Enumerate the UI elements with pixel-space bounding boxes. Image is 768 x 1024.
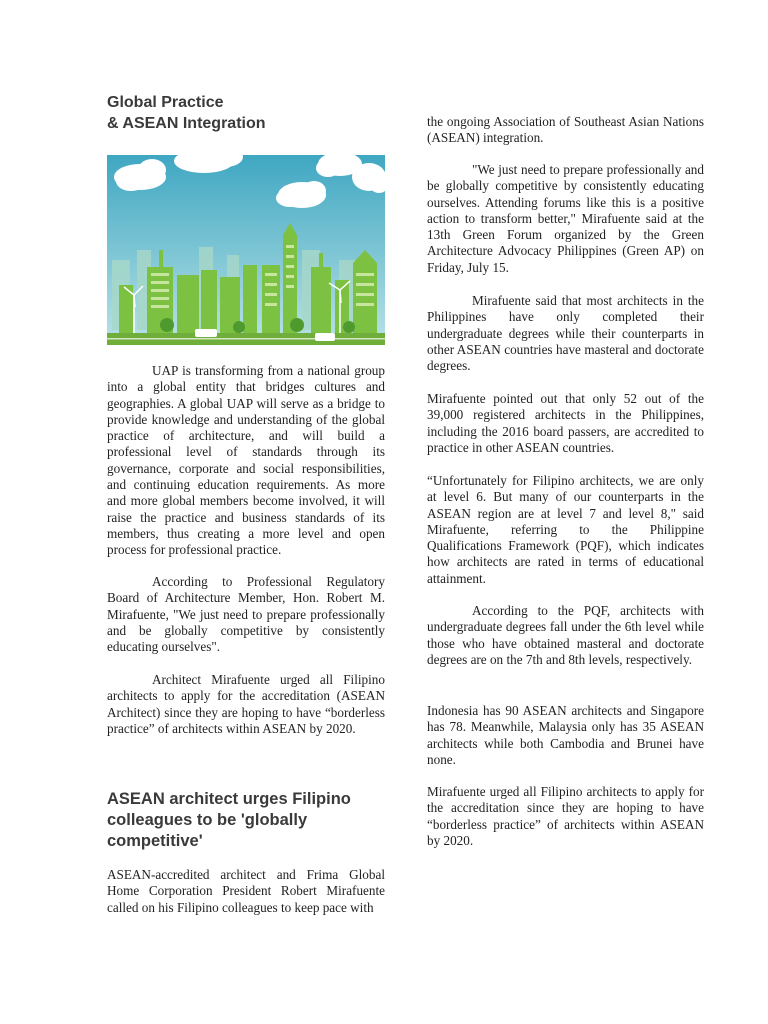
paragraph-accredited-count: Mirafuente pointed out that only 52 out of the 39,000 registered architects in the Philippines, including the 2016 board passers, are accredited to practice in other ASEAN countries. [427,391,704,455]
paragraph-asean-accreditation: Architect Mirafuente urged all Filipino architects to apply for the accreditation (ASEAN Architect) since they are hoping to have “borderless practice” of architects within ASEAN by 2020. [107,672,385,736]
paragraph-uap-global: UAP is transforming from a national group into a global entity that bridges cultures and geographies. A global UAP will serve as a bridge to provide knowledge and understanding of the global practice of architecture, and will build a professional level of standards through its governance, corporate and social responsibilities, and continuing education requirements. As more and more global members become involved, it will raise the practice and business standards of its members, thus creating a more level and open process for professional practice. [107,363,385,558]
green-city-illustration [107,155,385,345]
paragraph-regulatory-board: According to Professional Regulatory Board of Architecture Member, Hon. Robert M. Mirafuente, "We just need to prepare professionally and be globally competitive by consistently educating ourselves". [107,574,385,655]
article-heading-asean-architect: ASEAN architect urges Filipino colleagues to be 'globally competitive' [107,790,351,850]
paragraph-borderless-practice: Mirafuente urged all Filipino architects to apply for the accreditation since they are hoping to have “borderless practice” of architects within ASEAN by 2020. [427,784,704,848]
heading-line-1: Global Practice [107,94,224,111]
section-heading-global-practice [107,92,385,134]
paragraph-pqf-level: “Unfortunately for Filipino architects, we are only at level 6. But many of our counterparts in the ASEAN region are at level 7 and level 8," said Mirafuente, referring to the Philippine Qualifications Framework (PQF), which indicates how architects are rated in terms of educational attainment. [427,473,704,586]
paragraph-pqf-levels: According to the PQF, architects with undergraduate degrees fall under the 6th level while those who have obtained masteral and doctorate degrees are on the 7th and 8th levels, respectively. [427,603,704,667]
paragraph-quote-green-forum: "We just need to prepare professionally and be globally competitive by consistently educating ourselves. Attending forums like this is a positive action to transform better," Mirafuente said at the 13th Green Forum organized by the Green Architecture Advocacy Philippines (Green AP) on Friday, July 15. [427,162,704,275]
paragraph-country-counts: Indonesia has 90 ASEAN architects and Singapore has 78. Meanwhile, Malaysia only has 35 ASEAN architects while both Cambodia and Brunei have none. [427,703,704,767]
paragraph-article-intro: ASEAN-accredited architect and Frima Global Home Corporation President Robert Mirafuente called on his Filipino colleagues to keep pace with [107,867,385,915]
paragraph-continued: the ongoing Association of Southeast Asian Nations (ASEAN) integration. [427,114,704,146]
heading-line-2: & ASEAN Integration [107,115,266,132]
paragraph-degrees: Mirafuente said that most architects in the Philippines have only completed their undergraduate degrees while their counterparts in other ASEAN countries have masteral and doctorate degrees. [427,293,704,374]
